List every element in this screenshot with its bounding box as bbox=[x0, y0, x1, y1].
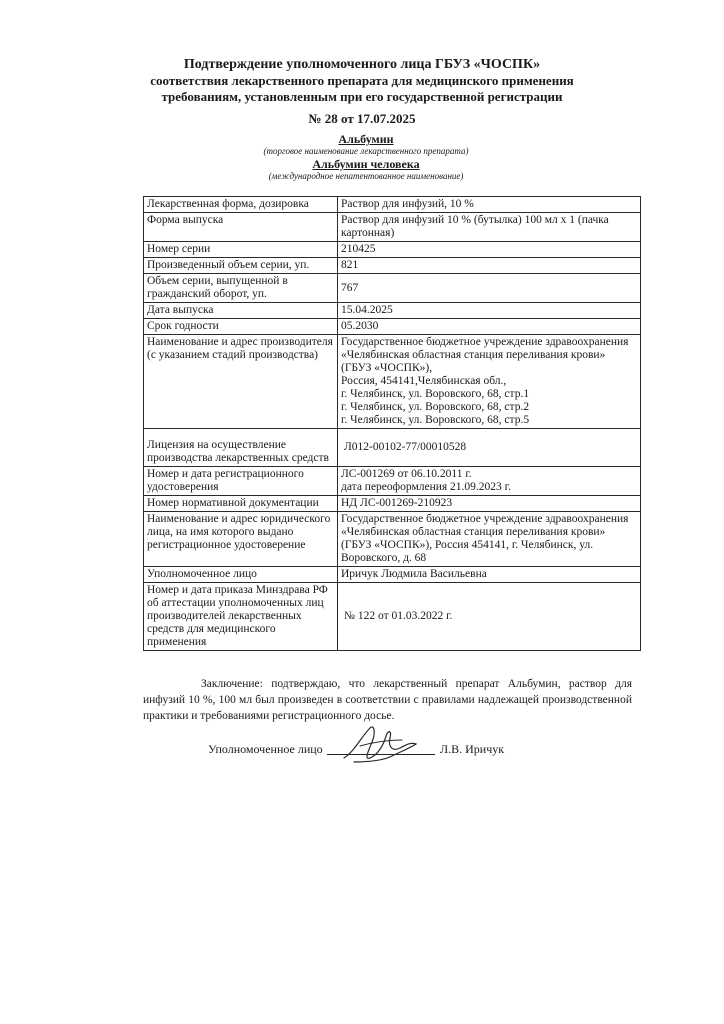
table-row bbox=[144, 583, 641, 651]
table-row bbox=[144, 335, 641, 429]
manufacturer-address-3: г. Челябинск, ул. Воровского, 68, стр.5 bbox=[341, 414, 530, 426]
row-label: Объем серии, выпущенной в гражданский оборот, уп. bbox=[144, 274, 338, 303]
table-row bbox=[144, 242, 641, 258]
table-row bbox=[144, 258, 641, 274]
row-value: НД ЛС-001269-210923 bbox=[338, 496, 641, 512]
document-title: Подтверждение уполномоченного лица ГБУЗ «ЧОСПК» bbox=[183, 57, 541, 72]
row-value: Л012-00102-77/00010528 bbox=[338, 429, 641, 467]
row-label: Номер и дата регистрационного удостоверения bbox=[144, 467, 338, 496]
row-label: Форма выпуска bbox=[144, 213, 338, 242]
signatory-name: Л.В. Иричук bbox=[440, 742, 505, 756]
row-value: 210425 bbox=[338, 242, 641, 258]
row-label: Наименование и адрес юридического лица, на имя которого выдано регистрационное удостоверение bbox=[144, 512, 338, 567]
row-label: Лицензия на осуществление производства лекарственных средств bbox=[144, 429, 338, 467]
manufacturer-address-1: г. Челябинск, ул. Воровского, 68, стр.1 bbox=[341, 388, 530, 400]
document-number: № 28 от 17.07.2025 bbox=[308, 111, 416, 126]
row-label: Произведенный объем серии, уп. bbox=[144, 258, 338, 274]
reissue-date: дата переоформления 21.09.2023 г. bbox=[341, 481, 511, 493]
table-row bbox=[144, 303, 641, 319]
manufacturer-country: Россия, 454141,Челябинская обл., bbox=[341, 375, 507, 387]
manufacturer-name: Государственное бюджетное учреждение здравоохранения «Челябинская областная станция переливания крови» (ГБУЗ «ЧОСПК»), bbox=[341, 336, 629, 374]
row-value: 05.2030 bbox=[338, 319, 641, 335]
table-row bbox=[144, 429, 641, 467]
trade-name-caption: (торговое наименование лекарственного препарата) bbox=[263, 146, 469, 156]
table-row bbox=[144, 512, 641, 567]
row-value: 767 bbox=[338, 274, 641, 303]
row-value: Иричук Людмила Васильевна bbox=[338, 567, 641, 583]
inn-caption: (международное непатентованное наименование) bbox=[268, 171, 464, 181]
registration-number: ЛС-001269 от 06.10.2011 г. bbox=[341, 468, 472, 480]
row-label: Уполномоченное лицо bbox=[144, 567, 338, 583]
row-value bbox=[338, 467, 641, 496]
row-label: Номер серии bbox=[144, 242, 338, 258]
row-value: 15.04.2025 bbox=[338, 303, 641, 319]
table-row bbox=[144, 467, 641, 496]
row-value: 821 bbox=[338, 258, 641, 274]
row-value: Государственное бюджетное учреждение здравоохранения «Челябинская областная станция переливания крови» (ГБУЗ «ЧОСПК»), Россия 454141, г. Челябинск, ул. Воровского, д. 68 bbox=[338, 512, 641, 567]
document-subtitle-2: требованиям, установленным при его государственной регистрации bbox=[161, 89, 563, 104]
manufacturer-address-2: г. Челябинск, ул. Воровского, 68, стр.2 bbox=[341, 401, 530, 413]
row-label: Номер и дата приказа Минздрава РФ об аттестации уполномоченных лиц производителей лекарственных средств для медицинского применения bbox=[144, 583, 338, 651]
row-label: Дата выпуска bbox=[144, 303, 338, 319]
document-subtitle-1: соответствия лекарственного препарата для медицинского применения bbox=[150, 73, 574, 88]
table-row bbox=[144, 567, 641, 583]
row-label: Наименование и адрес производителя (с указанием стадий производства) bbox=[144, 335, 338, 429]
table-row bbox=[144, 274, 641, 303]
trade-name: Альбумин bbox=[338, 132, 394, 146]
row-label: Срок годности bbox=[144, 319, 338, 335]
inn-name: Альбумин человека bbox=[312, 157, 420, 171]
row-value: Раствор для инфузий, 10 % bbox=[338, 197, 641, 213]
row-label: Номер нормативной документации bbox=[144, 496, 338, 512]
table-row bbox=[144, 496, 641, 512]
row-value bbox=[338, 335, 641, 429]
table-row bbox=[144, 197, 641, 213]
table-row bbox=[144, 319, 641, 335]
row-value: Раствор для инфузий 10 % (бутылка) 100 мл х 1 (пачка картонная) bbox=[338, 213, 641, 242]
row-value: № 122 от 01.03.2022 г. bbox=[338, 583, 641, 651]
row-label: Лекарственная форма, дозировка bbox=[144, 197, 338, 213]
product-info-table bbox=[143, 196, 641, 651]
conclusion-text: Заключение: подтверждаю, что лекарственный препарат Альбумин, раствор для инфузий 10 %, 100 мл был произведен в соответствии с правилами надлежащей производственной практики и требованиями регистрационного досье. bbox=[143, 678, 632, 722]
table-row bbox=[144, 213, 641, 242]
handwritten-signature bbox=[340, 722, 430, 768]
signature-label: Уполномоченное лицо bbox=[208, 742, 323, 756]
